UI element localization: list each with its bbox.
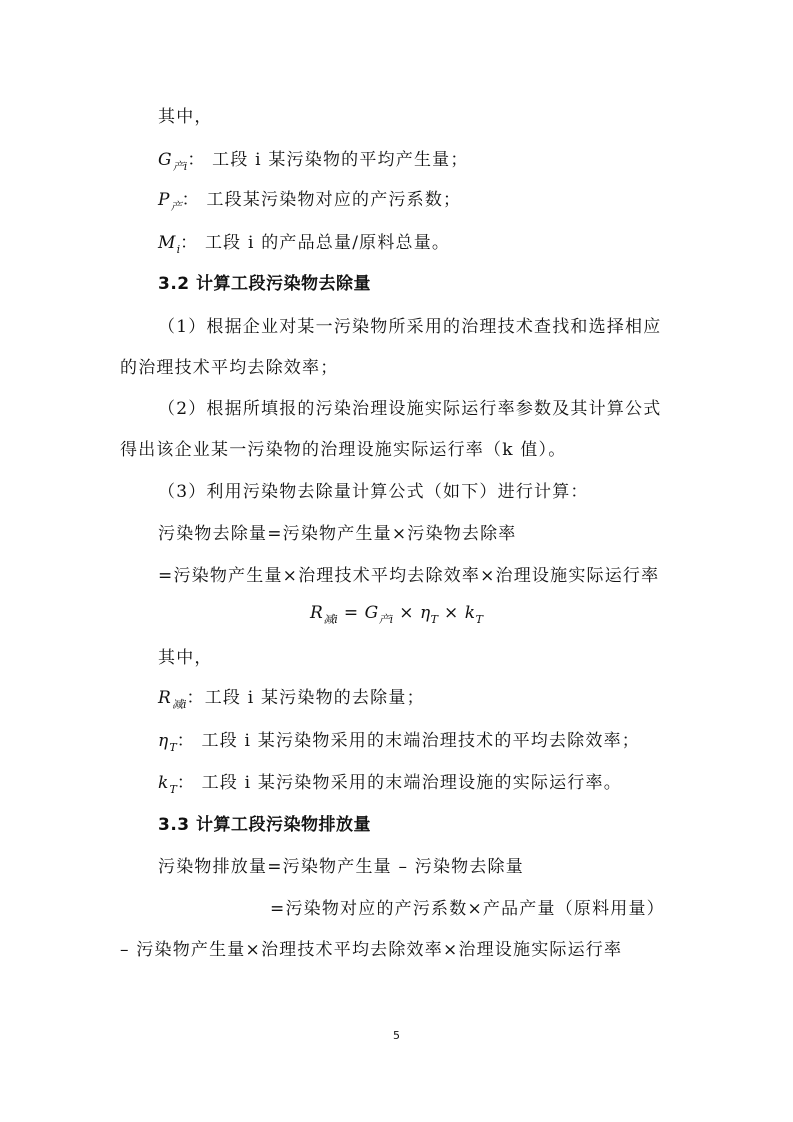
definition-text: ： 工段 i 某污染物采用的末端治理设施的实际运行率。: [176, 773, 622, 793]
definition-text: ： 工段 i 某污染物采用的末端治理技术的平均去除效率；: [176, 731, 640, 751]
page-number: 5: [393, 1029, 400, 1042]
formula-r: R: [310, 603, 324, 623]
symbol-p-subscript: 产: [170, 200, 182, 213]
definition-text: ：工段 i 某污染物的去除量；: [186, 688, 425, 708]
definition-text: ： 工段某污染物对应的产污系数；: [181, 190, 462, 210]
formula-g-subscript: 产i: [378, 613, 394, 626]
equation-2-line-1: 污染物排放量=污染物产生量 – 污染物去除量: [158, 857, 524, 877]
removal-formula: [310, 602, 483, 631]
paragraph-1-line-2: 的治理技术平均去除效率；: [120, 358, 339, 378]
definition-g-produced: [158, 149, 469, 178]
symbol-m-subscript: i: [176, 243, 181, 256]
symbol-k-subscript: T: [169, 783, 177, 796]
definition-text: ： 工段 i 某污染物的平均产生量；: [187, 150, 469, 170]
definition-p-produced: [158, 189, 461, 218]
equation-2-line-2: =污染物对应的产污系数×产品产量（原料用量）: [270, 899, 665, 919]
formula-r-subscript: 减i: [323, 613, 338, 626]
intro-text: 其中，: [158, 107, 213, 127]
section-heading-3-3: 3.3 计算工段污染物排放量: [158, 815, 372, 835]
paragraph-2-line-2: 得出该企业某一污染物的治理设施实际运行率（k 值）。: [120, 440, 567, 460]
equation-1-line-2: =污染物产生量×治理技术平均去除效率×治理设施实际运行率: [158, 566, 660, 586]
formula-g: G: [364, 603, 379, 623]
equation-1-line-1: 污染物去除量=污染物产生量×污染物去除率: [158, 524, 517, 544]
symbol-p: P: [158, 190, 171, 210]
equation-2-line-3: – 污染物产生量×治理技术平均去除效率×治理设施实际运行率: [120, 940, 623, 960]
symbol-eta: η: [158, 731, 170, 751]
formula-times-2: ×: [444, 603, 459, 623]
symbol-r: R: [158, 688, 172, 708]
formula-eta-subscript: T: [430, 613, 438, 626]
formula-k-subscript: T: [475, 613, 483, 626]
symbol-r-subscript: 减i: [172, 698, 187, 711]
symbol-g: G: [158, 150, 173, 170]
paragraph-2-line-1: （2）根据所填报的污染治理设施实际运行率参数及其计算公式: [158, 399, 662, 419]
intro-text-2: 其中，: [158, 648, 213, 668]
definition-text: ： 工段 i 的产品总量/原料总量。: [180, 233, 451, 253]
symbol-k: k: [158, 773, 170, 793]
formula-k: k: [464, 603, 476, 623]
definition-eta: [158, 730, 640, 759]
symbol-eta-subscript: T: [169, 741, 177, 754]
formula-eta: η: [419, 603, 431, 623]
paragraph-3: （3）利用污染物去除量计算公式（如下）进行计算：: [158, 482, 589, 502]
section-heading-3-2: 3.2 计算工段污染物去除量: [158, 274, 372, 294]
definition-m: [158, 232, 450, 261]
formula-times-1: ×: [399, 603, 414, 623]
definition-r-removed: [158, 687, 425, 716]
symbol-m: M: [158, 233, 177, 253]
definition-k: [158, 772, 622, 801]
paragraph-1-line-1: （1）根据企业对某一污染物所采用的治理技术查找和选择相应: [158, 317, 662, 337]
symbol-g-subscript: 产i: [172, 160, 188, 173]
formula-equals: =: [343, 603, 359, 623]
